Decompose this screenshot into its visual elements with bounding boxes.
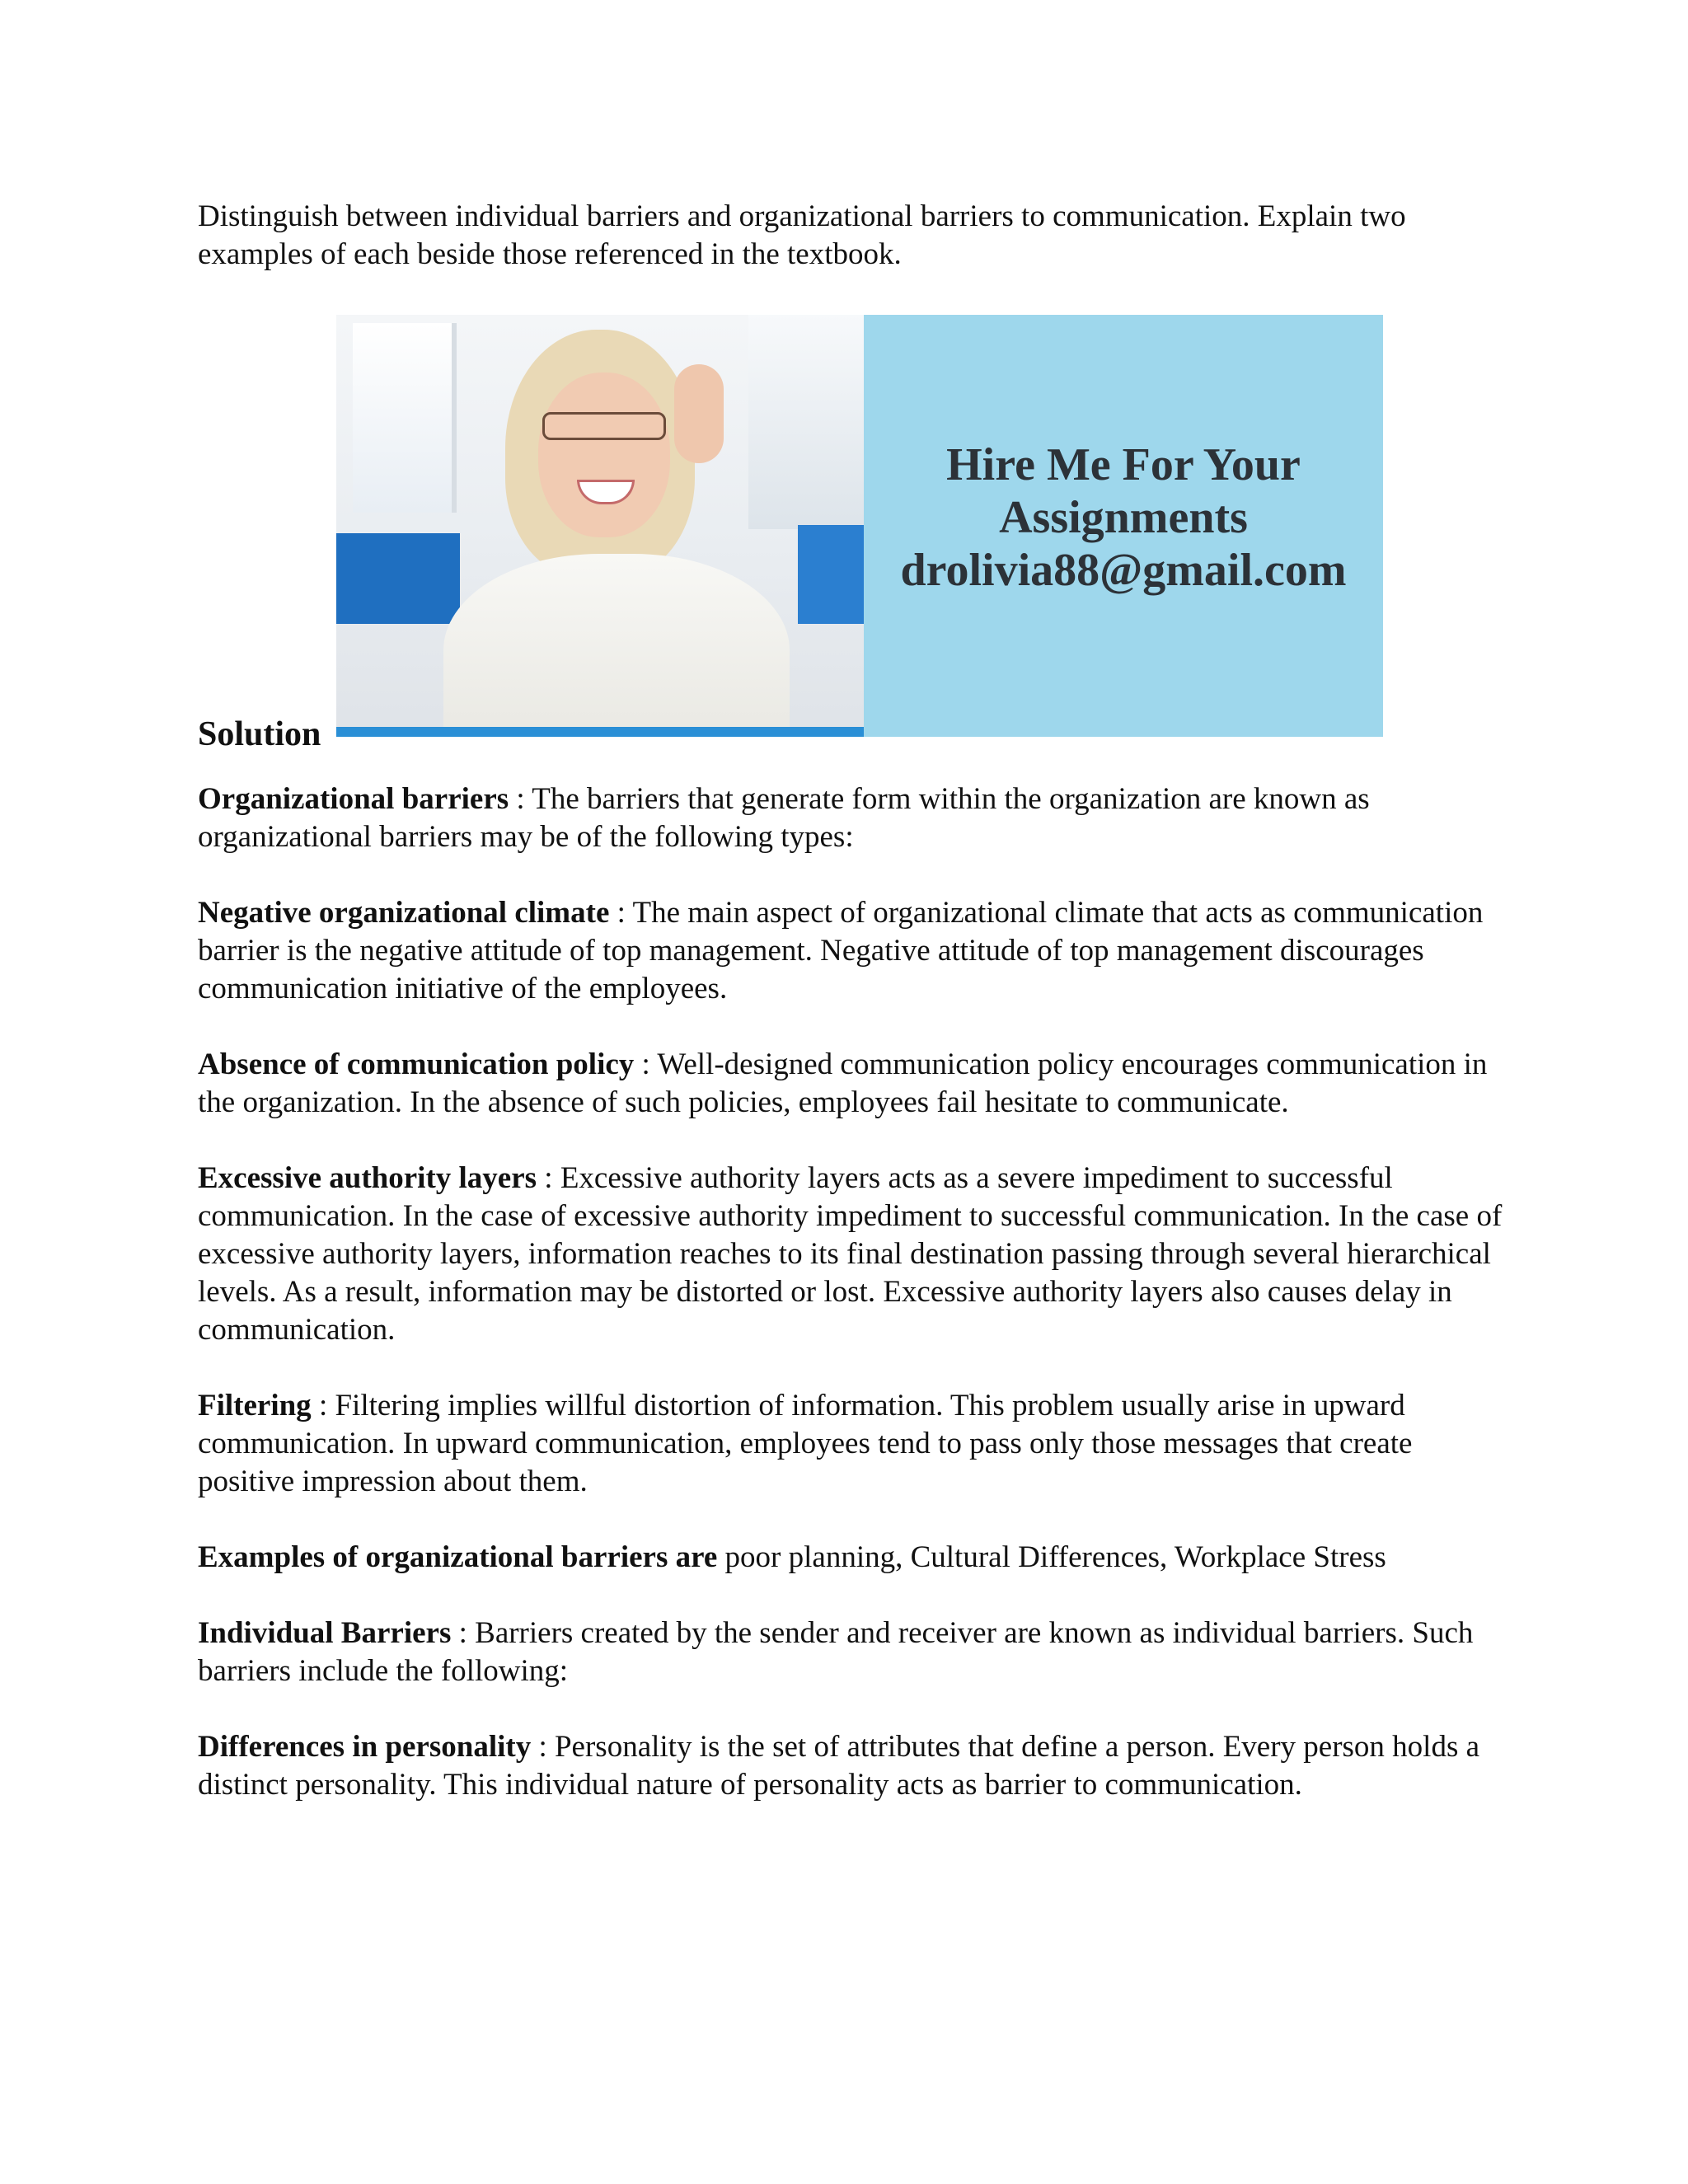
term: Excessive authority layers bbox=[198, 1161, 537, 1195]
paragraph-individual-barriers bbox=[198, 1615, 1508, 1690]
paragraph-organizational-barriers bbox=[198, 780, 1508, 856]
paragraph-examples-organizational bbox=[198, 1539, 1508, 1577]
glasses-icon bbox=[542, 412, 666, 440]
white-blouse bbox=[443, 554, 790, 737]
paragraph-text: : The barriers that generate form within the organization are known as organizational barriers may be of the following types: bbox=[198, 782, 1370, 854]
paragraph-filtering bbox=[198, 1387, 1508, 1501]
paragraph-text: poor planning, Cultural Differences, Workplace Stress bbox=[717, 1540, 1386, 1574]
term: Filtering bbox=[198, 1389, 312, 1422]
solution-heading: Solution bbox=[198, 715, 321, 753]
solution-header-row bbox=[198, 315, 1508, 753]
paragraph-text: : Barriers created by the sender and receiver are known as individual barriers. Such barriers include the following: bbox=[198, 1616, 1474, 1688]
paragraph-authority-layers bbox=[198, 1160, 1508, 1349]
paragraph-text: : Well-designed communication policy encourages communication in the organization. In the absence of such policies, employees fail hesitate to communicate. bbox=[198, 1047, 1488, 1119]
background-window bbox=[353, 323, 457, 513]
face bbox=[538, 373, 670, 537]
term: Absence of communication policy bbox=[198, 1047, 635, 1081]
paragraph-absence-policy bbox=[198, 1046, 1508, 1122]
hand bbox=[674, 364, 724, 463]
photo-bottom-stripe bbox=[336, 727, 864, 737]
advertisement-banner bbox=[336, 315, 1383, 737]
paragraph-negative-climate bbox=[198, 894, 1508, 1008]
blue-furniture bbox=[336, 533, 460, 624]
term: Negative organizational climate bbox=[198, 896, 610, 930]
document-page bbox=[198, 198, 1508, 1842]
ad-line-assignments: Assignments bbox=[999, 492, 1248, 543]
blue-furniture bbox=[798, 525, 864, 624]
term: Differences in personality bbox=[198, 1730, 532, 1764]
question-text: Distinguish between individual barriers and organizational barriers to communication. Explain two examples of each beside those referenced in the textbook. bbox=[198, 199, 1406, 271]
term: Organizational barriers bbox=[198, 782, 509, 816]
ad-text-panel bbox=[864, 315, 1383, 737]
ad-line-hire: Hire Me For Your bbox=[946, 439, 1301, 490]
woman-photo bbox=[336, 315, 864, 737]
paragraph-text: : Personality is the set of attributes that define a person. Every person holds a distinct personality. This individual nature of personality acts as barrier to communication. bbox=[198, 1730, 1480, 1802]
ad-email: drolivia88@gmail.com bbox=[900, 545, 1347, 596]
paragraph-personality-differences bbox=[198, 1728, 1508, 1804]
background-window bbox=[748, 315, 864, 529]
term: Examples of organizational barriers are bbox=[198, 1540, 718, 1574]
paragraph-text: : Filtering implies willful distortion of information. This problem usually arise in upward communication. In upward communication, employees tend to pass only those messages that create positive impression about them. bbox=[198, 1389, 1413, 1498]
paragraph-text: : The main aspect of organizational climate that acts as communication barrier is the negative attitude of top management. Negative attitude of top management discourages communication initiative of the employees. bbox=[198, 896, 1484, 1005]
term: Individual Barriers bbox=[198, 1616, 452, 1650]
paragraph-text: : Excessive authority layers acts as a severe impediment to successful communication. In the case of excessive authority impediment to successful communication. In the case of excessive authority layers, information reaches to its final destination passing through several hierarchical levels. As a result, information may be distorted or lost. Excessive authority layers also causes delay in communication. bbox=[198, 1161, 1503, 1347]
